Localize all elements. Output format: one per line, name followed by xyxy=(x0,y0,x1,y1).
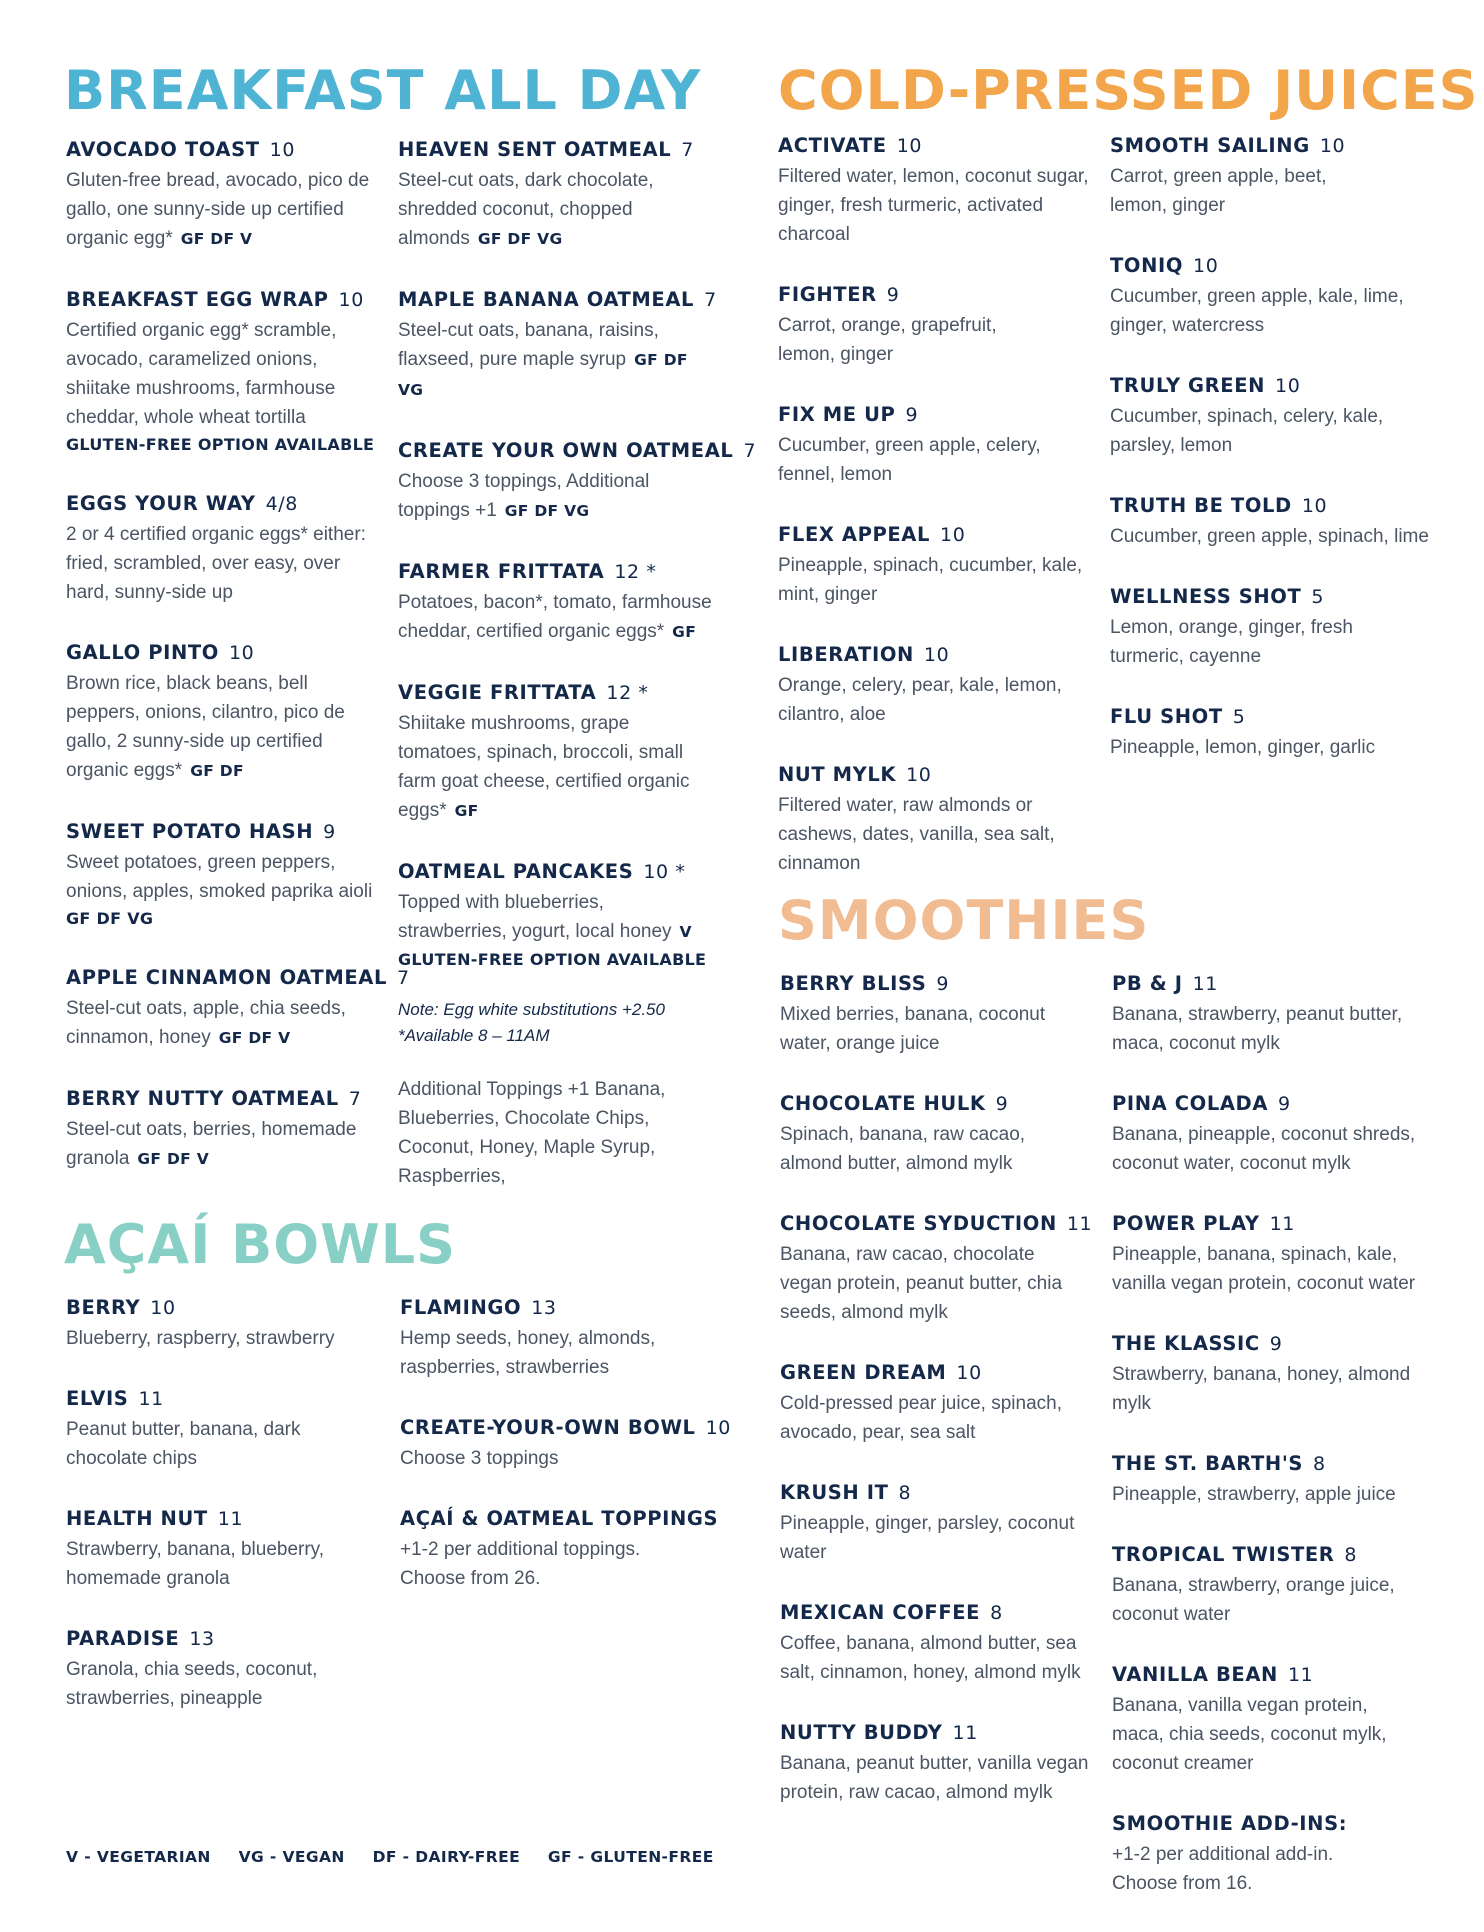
item-name: AÇAÍ & OATMEAL TOPPINGS xyxy=(400,1507,719,1530)
item-price: 10 xyxy=(956,1362,982,1384)
item-desc: Peanut butter, banana, dark chocolate chips xyxy=(66,1419,301,1469)
item-price: 11 xyxy=(1192,973,1218,995)
item-price: 10 xyxy=(1275,375,1301,397)
menu-item xyxy=(66,1507,382,1593)
item-price: 9 xyxy=(1278,1093,1291,1115)
smoothies-title: SMOOTHIES xyxy=(778,889,1150,952)
item-desc: Pineapple, ginger, parsley, coconut water xyxy=(780,1513,1075,1563)
menu-item xyxy=(66,138,382,254)
menu-item xyxy=(400,1296,720,1382)
item-desc: Cold-pressed pear juice, spinach, avocado, pear, sea salt xyxy=(780,1393,1062,1443)
item-desc: Shiitake mushrooms, grape tomatoes, spinach, broccoli, small farm goat cheese, certified organic eggs* xyxy=(398,713,690,821)
item-name: TONIQ xyxy=(1110,254,1184,277)
item-desc: Pineapple, banana, spinach, kale, vanilla vegan protein, coconut water xyxy=(1112,1244,1416,1294)
item-desc: Mixed berries, banana, coconut water, orange juice xyxy=(780,1004,1046,1054)
menu-item xyxy=(1110,494,1440,551)
item-desc: Banana, strawberry, orange juice, coconut water xyxy=(1112,1575,1395,1625)
menu-item xyxy=(1112,1812,1452,1898)
item-desc: Brown rice, black beans, bell peppers, onions, cilantro, pico de gallo, 2 sunny-side up certified organic eggs* xyxy=(66,673,345,781)
item-price: 10 xyxy=(228,642,255,664)
item-price: 10 xyxy=(923,644,950,666)
item-desc: Steel-cut oats, berries, homemade granola xyxy=(66,1119,357,1169)
item-name: GALLO PINTO xyxy=(66,641,219,664)
item-name: PB & J xyxy=(1112,972,1183,995)
diet-tags: GF xyxy=(454,802,479,820)
item-price: 11 xyxy=(138,1388,164,1410)
item-price: 10 xyxy=(338,289,364,311)
menu-item xyxy=(398,288,716,405)
item-name: SWEET POTATO HASH xyxy=(66,820,314,843)
legend-dairy-free: DF - DAIRY-FREE xyxy=(372,1848,521,1866)
acai-title: AÇAÍ BOWLS xyxy=(64,1213,457,1276)
item-price: 8 xyxy=(990,1602,1003,1624)
item-name: CHOCOLATE HULK xyxy=(780,1092,986,1115)
item-desc: Choose 3 toppings xyxy=(400,1448,559,1469)
item-name: KRUSH IT xyxy=(780,1481,889,1504)
item-desc: Lemon, orange, ginger, fresh turmeric, cayenne xyxy=(1110,617,1353,667)
item-desc: Banana, peanut butter, vanilla vegan protein, raw cacao, almond mylk xyxy=(780,1753,1089,1803)
item-price: 10 xyxy=(150,1297,176,1319)
item-name: FIGHTER xyxy=(778,283,877,306)
item-name: NUT MYLK xyxy=(778,763,897,786)
item-desc: Carrot, green apple, beet, lemon, ginger xyxy=(1110,166,1327,216)
item-name: AVOCADO TOAST xyxy=(66,138,260,161)
menu-item xyxy=(1112,1332,1452,1418)
legend-vegetarian: V - VEGETARIAN xyxy=(66,1848,211,1866)
item-price: 10 xyxy=(896,135,923,157)
egg-white-note: Note: Egg white substitutions +2.50 xyxy=(398,1000,665,1019)
item-desc: Banana, pineapple, coconut shreds, coconut water, coconut mylk xyxy=(1112,1124,1416,1174)
item-desc: Coffee, banana, almond butter, sea salt, cinnamon, honey, almond mylk xyxy=(780,1633,1081,1683)
menu-item xyxy=(780,1212,1098,1327)
item-desc: Banana, vanilla vegan protein, maca, chia seeds, coconut mylk, coconut creamer xyxy=(1112,1695,1387,1774)
item-name: HEALTH NUT xyxy=(66,1507,208,1530)
item-price: 9 xyxy=(886,284,900,306)
menu-item xyxy=(778,523,1096,609)
item-name: SMOOTH SAILING xyxy=(1110,134,1310,157)
item-desc: Pineapple, lemon, ginger, garlic xyxy=(1110,737,1376,758)
availability-note: *Available 8 – 11AM xyxy=(398,1026,550,1045)
item-name: OATMEAL PANCAKES xyxy=(398,860,634,883)
menu-item xyxy=(780,972,1098,1058)
menu-item xyxy=(1110,134,1440,220)
juices-col-1 xyxy=(778,134,1096,912)
menu-item xyxy=(1110,705,1440,762)
item-name: BERRY BLISS xyxy=(780,972,927,995)
item-price: 9 xyxy=(323,821,336,843)
item-name: FLAMINGO xyxy=(400,1296,522,1319)
legend-vegan: VG - VEGAN xyxy=(238,1848,345,1866)
diet-tags: V xyxy=(679,923,692,941)
item-desc: +1-2 per additional toppings. Choose from 26. xyxy=(400,1539,641,1589)
menu-item xyxy=(66,820,382,932)
item-desc: Steel-cut oats, apple, chia seeds, cinnamon, honey xyxy=(66,998,346,1048)
item-name: CREATE-YOUR-OWN BOWL xyxy=(400,1416,696,1439)
item-price: 7 xyxy=(681,139,694,161)
item-desc: Cucumber, green apple, kale, lime, ginger, watercress xyxy=(1110,286,1404,336)
gluten-free-option-note: GLUTEN-FREE OPTION AVAILABLE xyxy=(398,950,707,969)
item-desc: Cucumber, green apple, spinach, lime xyxy=(1110,526,1429,547)
menu-item xyxy=(778,403,1096,489)
smoothies-col-2 xyxy=(1112,972,1452,1932)
item-name: GREEN DREAM xyxy=(780,1361,947,1384)
item-price: 5 xyxy=(1232,706,1246,728)
item-name: FLEX APPEAL xyxy=(778,523,931,546)
item-price: 7 xyxy=(396,967,410,989)
item-desc: Cucumber, green apple, celery, fennel, lemon xyxy=(778,435,1041,485)
item-price: 13 xyxy=(531,1297,557,1319)
item-name: ACTIVATE xyxy=(778,134,887,157)
menu-item xyxy=(398,860,716,973)
legend-gluten-free: GF - GLUTEN-FREE xyxy=(547,1848,714,1866)
item-price: 9 xyxy=(936,973,950,995)
menu-item xyxy=(66,492,382,607)
menu-item xyxy=(780,1601,1098,1687)
menu-item xyxy=(66,1087,382,1174)
item-name: MEXICAN COFFEE xyxy=(780,1601,981,1624)
menu-item xyxy=(398,681,716,826)
menu-item xyxy=(780,1721,1098,1807)
item-name: APPLE CINNAMON OATMEAL xyxy=(66,966,387,989)
smoothies-col-1 xyxy=(780,972,1098,1841)
item-name: SMOOTHIE ADD-INS: xyxy=(1112,1812,1348,1835)
menu-item xyxy=(66,288,382,458)
breakfast-col-2 xyxy=(398,138,757,1191)
diet-tags: GF DF V xyxy=(218,1029,291,1047)
item-desc: Steel-cut oats, banana, raisins, flaxseed, pure maple syrup xyxy=(398,320,659,370)
menu-item xyxy=(1110,254,1440,340)
menu-item xyxy=(778,134,1096,249)
item-price: 10 xyxy=(1193,255,1219,277)
item-name: VEGGIE FRITTATA xyxy=(398,681,597,704)
item-name: MAPLE BANANA OATMEAL xyxy=(398,288,695,311)
menu-item xyxy=(400,1507,720,1593)
menu-item xyxy=(1112,1452,1452,1509)
item-price: 11 xyxy=(1287,1664,1314,1686)
item-price: 7 xyxy=(704,289,717,311)
menu-item xyxy=(1112,1663,1452,1778)
item-desc: 2 or 4 certified organic eggs* either: fried, scrambled, over easy, over hard, sunny-side up xyxy=(66,524,366,603)
item-price: 9 xyxy=(995,1093,1009,1115)
menu-item xyxy=(1110,374,1440,460)
item-desc: Orange, celery, pear, kale, lemon, cilantro, aloe xyxy=(778,675,1062,725)
menu-item xyxy=(1112,1212,1452,1298)
item-name: FARMER FRITTATA xyxy=(398,560,605,583)
gluten-free-option-note: GLUTEN-FREE OPTION AVAILABLE xyxy=(66,435,375,454)
item-desc: Spinach, banana, raw cacao, almond butter, almond mylk xyxy=(780,1124,1026,1174)
item-price: 10 xyxy=(906,764,932,786)
menu-item xyxy=(66,1296,382,1353)
acai-col-1 xyxy=(66,1296,382,1747)
item-price: 7 xyxy=(743,440,757,462)
menu-item xyxy=(778,643,1096,729)
menu-item xyxy=(780,1092,1098,1178)
item-price: 10 * xyxy=(643,861,686,883)
diet-legend xyxy=(66,1848,736,1866)
item-name: TRUTH BE TOLD xyxy=(1110,494,1292,517)
item-desc: Banana, raw cacao, chocolate vegan protein, peanut butter, chia seeds, almond mylk xyxy=(780,1244,1063,1323)
menu-item xyxy=(778,283,1096,369)
item-desc: Strawberry, banana, blueberry, homemade granola xyxy=(66,1539,325,1589)
menu-item xyxy=(66,641,382,786)
item-name: FLU SHOT xyxy=(1110,705,1223,728)
juices-title: COLD-PRESSED JUICES xyxy=(778,59,1479,122)
item-name: PARADISE xyxy=(66,1627,180,1650)
item-price: 11 xyxy=(217,1508,244,1530)
menu-item xyxy=(778,763,1096,878)
item-desc: Filtered water, raw almonds or cashews, dates, vanilla, sea salt, cinnamon xyxy=(778,795,1055,874)
item-price: 8 xyxy=(1313,1453,1326,1475)
item-name: VANILLA BEAN xyxy=(1112,1663,1278,1686)
diet-tags: GF DF xyxy=(190,762,244,780)
menu-item xyxy=(398,439,757,526)
item-price: 10 xyxy=(1301,495,1328,517)
diet-tags: GF DF VG xyxy=(477,230,563,248)
diet-tags: GF DF VG xyxy=(66,909,154,928)
item-name: THE KLASSIC xyxy=(1112,1332,1260,1355)
item-name: TRULY GREEN xyxy=(1110,374,1266,397)
item-desc: Gluten-free bread, avocado, pico de gallo, one sunny-side up certified organic egg* xyxy=(66,170,370,249)
menu-item xyxy=(66,966,410,1053)
item-name: NUTTY BUDDY xyxy=(780,1721,943,1744)
menu-item xyxy=(1112,1543,1452,1629)
item-name: LIBERATION xyxy=(778,643,914,666)
menu-item xyxy=(400,1416,731,1473)
menu-item xyxy=(1112,1092,1452,1178)
item-price: 10 xyxy=(1319,135,1346,157)
item-name: BERRY xyxy=(66,1296,141,1319)
item-name: PINA COLADA xyxy=(1112,1092,1269,1115)
item-desc: Banana, strawberry, peanut butter, maca, coconut mylk xyxy=(1112,1004,1403,1054)
item-name: WELLNESS SHOT xyxy=(1110,585,1302,608)
item-desc: Sweet potatoes, green peppers, onions, apples, smoked paprika aioli xyxy=(66,852,373,902)
item-desc: Choose 3 toppings, Additional toppings +1 xyxy=(398,471,650,521)
item-desc: Topped with blueberries, strawberries, yogurt, local honey xyxy=(398,892,672,942)
item-price: 8 xyxy=(898,1482,912,1504)
menu-item xyxy=(66,1627,382,1713)
acai-col-2 xyxy=(400,1296,731,1627)
menu-item xyxy=(398,138,716,254)
item-name: BERRY NUTTY OATMEAL xyxy=(66,1087,339,1110)
item-desc: Strawberry, banana, honey, almond mylk xyxy=(1112,1364,1411,1414)
item-desc: Steel-cut oats, dark chocolate, shredded coconut, chopped almonds xyxy=(398,170,654,249)
item-desc: Pineapple, strawberry, apple juice xyxy=(1112,1484,1396,1505)
item-desc: +1-2 per additional add-in. Choose from 16. xyxy=(1112,1844,1334,1894)
item-price: 11 xyxy=(952,1722,978,1744)
diet-tags: GF DF V xyxy=(137,1150,210,1168)
menu-item xyxy=(780,1361,1098,1447)
item-price: 13 xyxy=(189,1628,215,1650)
breakfast-title: BREAKFAST ALL DAY xyxy=(64,59,702,122)
item-desc: Hemp seeds, honey, almonds, raspberries, strawberries xyxy=(400,1328,656,1378)
diet-tags: GF xyxy=(672,623,697,641)
item-name: POWER PLAY xyxy=(1112,1212,1260,1235)
item-desc: Certified organic egg* scramble, avocado, caramelized onions, shiitake mushrooms, farmhouse cheddar, whole wheat tortilla xyxy=(66,320,337,428)
item-desc: Blueberry, raspberry, strawberry xyxy=(66,1328,335,1349)
item-desc: Filtered water, lemon, coconut sugar, ginger, fresh turmeric, activated charcoal xyxy=(778,166,1089,245)
menu-item xyxy=(1110,585,1440,671)
item-price: 10 xyxy=(705,1417,731,1439)
item-price: 5 xyxy=(1311,586,1325,608)
item-price: 4/8 xyxy=(265,493,298,515)
item-price: 11 xyxy=(1066,1213,1093,1235)
additional-toppings: Additional Toppings +1 Banana, Blueberries, Chocolate Chips, Coconut, Honey, Maple Syrup, Raspberries, xyxy=(398,1079,666,1187)
item-price: 10 xyxy=(269,139,296,161)
item-price: 9 xyxy=(1269,1333,1283,1355)
breakfast-col-1 xyxy=(66,138,410,1208)
menu-item xyxy=(780,1481,1098,1567)
juices-col-2 xyxy=(1110,134,1440,796)
diet-tags: GF DF VG xyxy=(398,351,688,399)
item-desc: Granola, chia seeds, coconut, strawberries, pineapple xyxy=(66,1659,318,1709)
item-name: FIX ME UP xyxy=(778,403,896,426)
item-name: THE ST. BARTH'S xyxy=(1112,1452,1304,1475)
item-desc: Cucumber, spinach, celery, kale, parsley, lemon xyxy=(1110,406,1384,456)
item-price: 9 xyxy=(905,404,919,426)
item-name: EGGS YOUR WAY xyxy=(66,492,256,515)
item-price: 11 xyxy=(1269,1213,1295,1235)
item-price: 7 xyxy=(348,1088,362,1110)
item-price: 8 xyxy=(1344,1544,1358,1566)
diet-tags: GF DF V xyxy=(180,230,253,248)
item-price: 12 * xyxy=(606,682,649,704)
diet-tags: GF DF VG xyxy=(504,502,590,520)
item-name: TROPICAL TWISTER xyxy=(1112,1543,1335,1566)
item-price: 10 xyxy=(940,524,966,546)
item-desc: Carrot, orange, grapefruit, lemon, ginger xyxy=(778,315,997,365)
menu-item xyxy=(1112,972,1452,1058)
item-name: HEAVEN SENT OATMEAL xyxy=(398,138,672,161)
item-name: ELVIS xyxy=(66,1387,129,1410)
item-desc: Pineapple, spinach, cucumber, kale, mint, ginger xyxy=(778,555,1083,605)
item-desc: Potatoes, bacon*, tomato, farmhouse cheddar, certified organic eggs* xyxy=(398,592,712,642)
menu-item xyxy=(398,560,716,647)
item-name: CREATE YOUR OWN OATMEAL xyxy=(398,439,734,462)
item-price: 12 * xyxy=(614,561,657,583)
menu-item xyxy=(66,1387,382,1473)
item-name: CHOCOLATE SYDUCTION xyxy=(780,1212,1057,1235)
item-name: BREAKFAST EGG WRAP xyxy=(66,288,329,311)
